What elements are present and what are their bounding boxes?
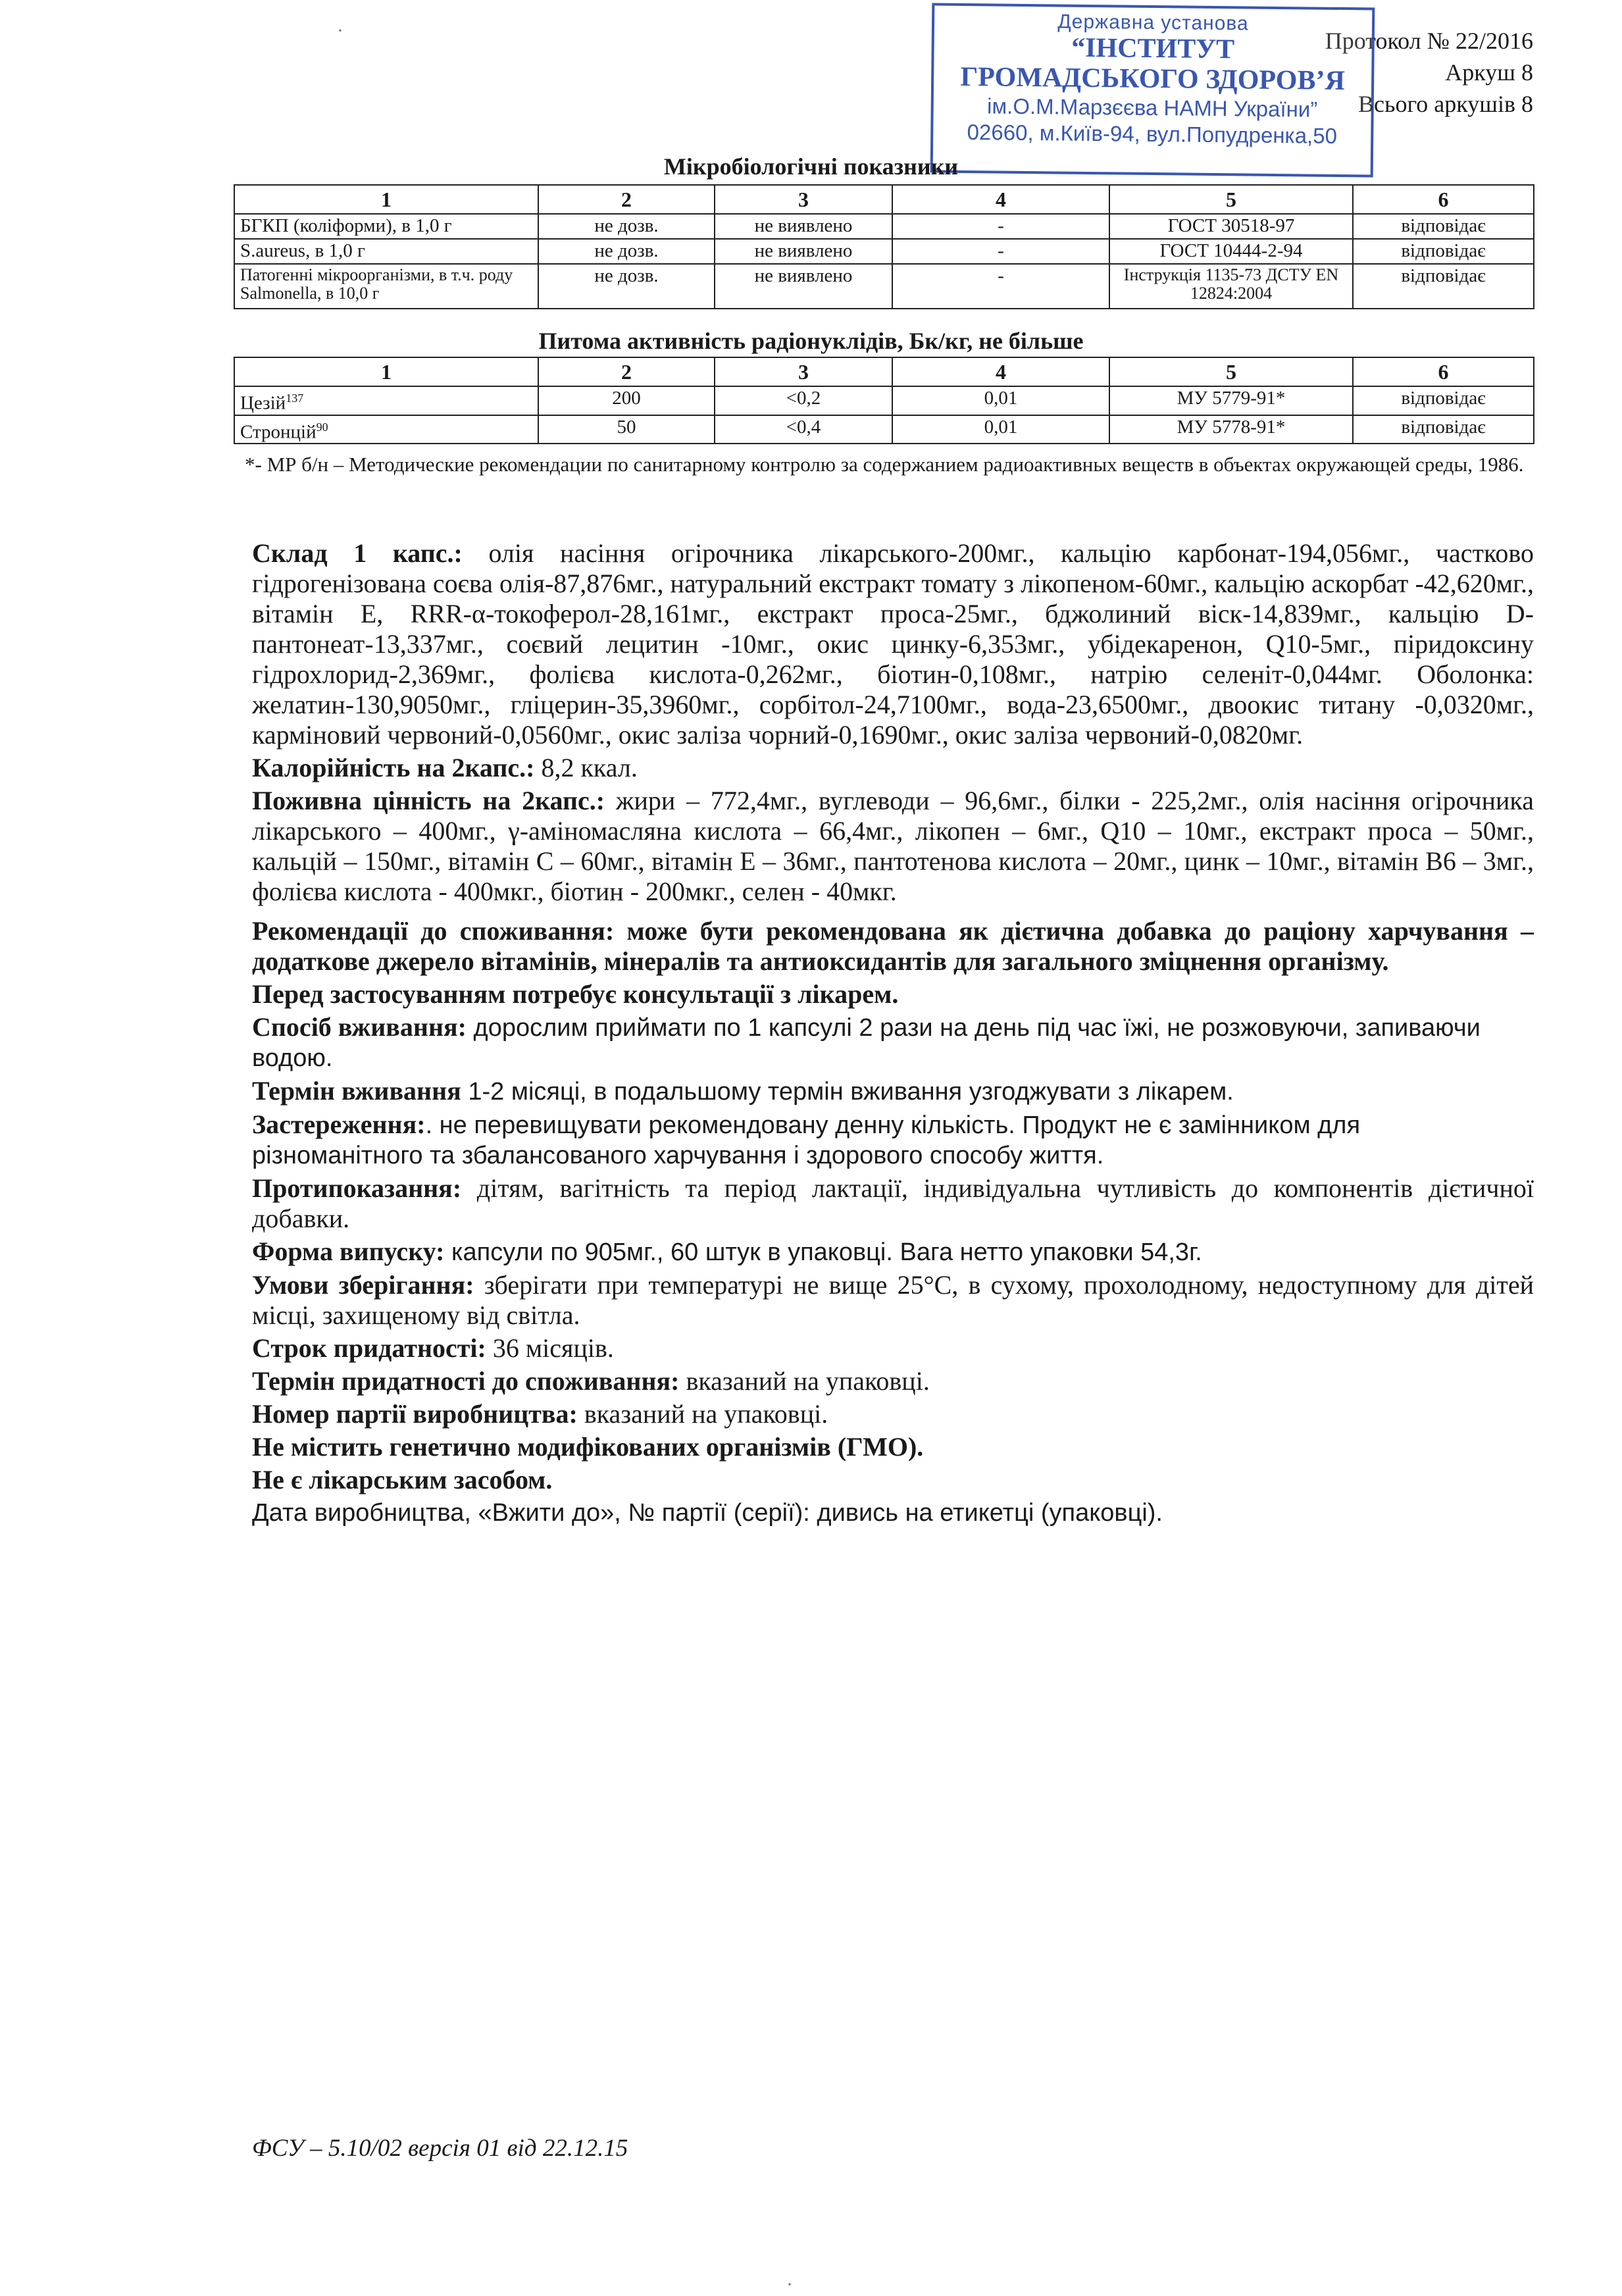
radio-header-cell: 5 bbox=[1109, 357, 1353, 386]
micro-header-cell: 5 bbox=[1109, 185, 1353, 214]
nuclide-isotope: 137 bbox=[286, 392, 304, 405]
table-cell: відповідає bbox=[1353, 415, 1534, 444]
scan-dot: · bbox=[786, 2274, 793, 2295]
table-cell: не дозв. bbox=[538, 214, 715, 239]
micro-table bbox=[234, 184, 1534, 309]
total-sheets: Всього аркушів 8 bbox=[1358, 91, 1533, 117]
stamp-line-0: Державна установа bbox=[1057, 11, 1249, 35]
table-cell: - bbox=[892, 239, 1109, 264]
usage-text: дорослим приймати по 1 капсулі 2 рази на день під час їжі, не розжовуючи, запиваючи водою. bbox=[252, 1014, 1481, 1072]
recommend-text: може бути рекомендована як дієтична добавка до раціону харчування – додаткове джерело вітамінів, мінералів та антиоксидантів для загального зміцнення організму. bbox=[252, 916, 1534, 976]
final-date-text: Дата виробництва, «Вжити до», № партії (серії): дивись на етикетці (упаковці). bbox=[252, 1499, 1163, 1527]
table-cell bbox=[234, 415, 538, 444]
batch-text: вказаний на упаковці. bbox=[577, 1399, 828, 1429]
batch-label: Номер партії виробництва: bbox=[252, 1399, 578, 1429]
stamp-line-1: “ІНСТИТУТ bbox=[1071, 32, 1235, 65]
contra-paragraph bbox=[252, 1173, 1534, 1234]
contra-label: Протипоказання: bbox=[252, 1173, 462, 1203]
table-cell: S.aureus, в 1,0 г bbox=[234, 239, 538, 264]
table-cell: 0,01 bbox=[892, 415, 1109, 444]
calories-paragraph bbox=[252, 753, 1534, 783]
micro-header-cell: 1 bbox=[234, 185, 538, 214]
institute-stamp bbox=[930, 3, 1375, 177]
warning-text: . не перевищувати рекомендовану денну кількість. Продукт не є замінником для різноманітного та збалансованого харчування і здорового способу життя. bbox=[252, 1111, 1361, 1169]
table-cell: МУ 5778-91* bbox=[1109, 415, 1353, 444]
storage-text: зберігати при температурі не вище 25°С, в сухому, прохолодному, недоступному для дітей місці, захищеному від світла. bbox=[252, 1270, 1534, 1330]
scan-dot: · bbox=[337, 20, 343, 41]
table-row bbox=[234, 386, 1534, 415]
expiry-label: Термін придатності до споживання: bbox=[252, 1366, 680, 1396]
usage-paragraph bbox=[252, 1012, 1534, 1073]
radio-header-cell: 2 bbox=[538, 357, 715, 386]
nuclide-name: Стронцій bbox=[240, 421, 317, 443]
table-cell: 50 bbox=[538, 415, 715, 444]
radio-header-cell: 1 bbox=[234, 357, 538, 386]
table-cell: 0,01 bbox=[892, 386, 1109, 415]
term-label: Термін вживання bbox=[252, 1076, 461, 1106]
notdrug-text: Не є лікарським засобом. bbox=[252, 1465, 553, 1494]
table-cell: Інструкція 1135-73 ДСТУ EN 12824:2004 bbox=[1109, 264, 1353, 309]
nuclide-isotope: 90 bbox=[316, 420, 328, 434]
recommend-label: Рекомендації до споживання: bbox=[252, 916, 615, 946]
nutrition-paragraph bbox=[252, 786, 1534, 907]
table-cell: Патогенні мікроорганізми, в т.ч. роду Salmonella, в 10,0 г bbox=[234, 264, 538, 309]
calories-text: 8,2 ккал. bbox=[534, 753, 638, 782]
micro-header-cell: 3 bbox=[715, 185, 892, 214]
table-cell: 200 bbox=[538, 386, 715, 415]
table-cell: не виявлено bbox=[715, 239, 892, 264]
table-row bbox=[234, 415, 1534, 444]
composition-paragraph bbox=[252, 538, 1534, 750]
stamp-line-2: ГРОМАДСЬКОГО ЗДОРОВ’Я bbox=[960, 61, 1346, 97]
consult-paragraph bbox=[252, 979, 1534, 1009]
micro-header-cell: 4 bbox=[892, 185, 1109, 214]
radio-title: Питома активність радіонуклідів, Бк/кг, не більше bbox=[538, 328, 1084, 354]
nutrition-label: Поживна цінність на 2капс.: bbox=[252, 786, 605, 815]
gmo-text: Не містить генетично модифікованих організмів (ГМО). bbox=[252, 1432, 924, 1462]
recommend-paragraph bbox=[252, 916, 1534, 977]
micro-header-cell: 6 bbox=[1353, 185, 1534, 214]
form-text: капсули по 905мг., 60 штук в упаковці. Вага нетто упаковки 54,3г. bbox=[444, 1238, 1202, 1266]
table-cell: - bbox=[892, 214, 1109, 239]
table-cell: відповідає bbox=[1353, 214, 1534, 239]
radio-header-cell: 6 bbox=[1353, 357, 1534, 386]
table-cell: МУ 5779-91* bbox=[1109, 386, 1353, 415]
radio-table bbox=[234, 357, 1534, 444]
composition-label: Склад 1 капс.: bbox=[252, 538, 463, 568]
table-cell: не виявлено bbox=[715, 214, 892, 239]
radio-header-row bbox=[234, 357, 1534, 386]
contra-text: дітям, вагітність та період лактації, індивідуальна чутливість до компонентів дієтичної добавки. bbox=[252, 1173, 1534, 1233]
table-cell: відповідає bbox=[1353, 239, 1534, 264]
term-paragraph bbox=[252, 1076, 1534, 1107]
term-text: 1-2 місяці, в подальшому термін вживання узгоджувати з лікарем. bbox=[461, 1078, 1234, 1106]
table-cell: відповідає bbox=[1353, 386, 1534, 415]
micro-header-cell: 2 bbox=[538, 185, 715, 214]
stamp-line-3: ім.О.М.Марзєєва НАМН України” bbox=[986, 93, 1318, 122]
stamp-line-4: 02660, м.Київ-94, вул.Попудренка,50 bbox=[967, 120, 1338, 148]
final-date-paragraph bbox=[252, 1498, 1534, 1528]
notdrug-paragraph bbox=[252, 1465, 1534, 1495]
radio-header-cell: 4 bbox=[892, 357, 1109, 386]
protocol-number: Протокол № 22/2016 bbox=[1325, 28, 1533, 54]
table-cell: ГОСТ 30518-97 bbox=[1109, 214, 1353, 239]
nuclide-name: Цезій bbox=[240, 392, 286, 414]
warning-label: Застереження: bbox=[252, 1110, 426, 1139]
expiry-text: вказаний на упаковці. bbox=[679, 1366, 930, 1396]
calories-label: Калорійність на 2капс.: bbox=[252, 753, 535, 782]
table-cell: відповідає bbox=[1353, 264, 1534, 309]
shelf-label: Строк придатності: bbox=[252, 1333, 486, 1363]
table-cell: <0,4 bbox=[715, 415, 892, 444]
table-cell bbox=[234, 386, 538, 415]
document-footer: ФСУ – 5.10/02 версія 01 від 22.12.15 bbox=[252, 2135, 628, 2162]
table-cell: <0,2 bbox=[715, 386, 892, 415]
table-cell: БГКП (коліформи), в 1,0 г bbox=[234, 214, 538, 239]
form-paragraph bbox=[252, 1237, 1534, 1267]
footnote: *- МР б/н – Методические рекомендации по санитарному контролю за содержанием радиоактивных веществ в объектах окружающей среды, 1986. bbox=[245, 453, 1524, 476]
table-cell: не дозв. bbox=[538, 239, 715, 264]
shelf-paragraph bbox=[252, 1333, 1534, 1364]
batch-paragraph bbox=[252, 1399, 1534, 1429]
usage-label: Спосіб вживання: bbox=[252, 1012, 467, 1042]
shelf-text: 36 місяців. bbox=[486, 1333, 614, 1363]
table-cell: не дозв. bbox=[538, 264, 715, 309]
storage-paragraph bbox=[252, 1270, 1534, 1331]
expiry-paragraph bbox=[252, 1366, 1534, 1396]
table-row bbox=[234, 264, 1534, 309]
micro-header-row bbox=[234, 185, 1534, 214]
product-description bbox=[252, 538, 1534, 1531]
table-row bbox=[234, 239, 1534, 264]
micro-title: Мікробіологічні показники bbox=[663, 153, 959, 180]
sheet-number: Аркуш 8 bbox=[1445, 59, 1533, 86]
nutrition-text: жири – 772,4мг., вуглеводи – 96,6мг., білки - 225,2мг., олія насіння огірочника лікарського – 400мг., γ-аміномасляна кислота – 66,4мг., лікопен – 6мг., Q10 – 10мг., екстракт проса – 50мг., кальцій – 150мг., вітамін С – 60мг., вітамін Е – 36мг., пантотенова кислота – 20мг., цинк – 10мг., вітамін В6 – 3мг., фолієва кислота - 400мкг., біотин - 200мкг., селен - 40мкг. bbox=[252, 786, 1534, 906]
radio-header-cell: 3 bbox=[715, 357, 892, 386]
table-cell: ГОСТ 10444-2-94 bbox=[1109, 239, 1353, 264]
storage-label: Умови зберігання: bbox=[252, 1270, 474, 1300]
consult-text: Перед застосуванням потребує консультації з лікарем. bbox=[252, 979, 899, 1009]
table-cell: не виявлено bbox=[715, 264, 892, 309]
form-label: Форма випуску: bbox=[252, 1237, 445, 1266]
table-row bbox=[234, 214, 1534, 239]
table-cell: - bbox=[892, 264, 1109, 309]
warning-paragraph bbox=[252, 1110, 1534, 1171]
composition-text: олія насіння огірочника лікарського-200мг., кальцію карбонат-194,056мг., частково гідрогенізована соєва олія-87,876мг., натуральний екстракт томату з лікопеном-60мг., кальцію аскорбат -42,620мг., вітамін E, RRR-α-токоферол-28,161мг., екстракт проса-25мг., бджолиний віск-14,839мг., кальцію D-пантонеат-13,337мг., соєвий лецитин -10мг., окис цинку-6,353мг., убідекаренон, Q10-5мг., піридоксину гідрохлорид-2,369мг., фолієва кислота-0,262мг., біотин-0,108мг., натрію селеніт-0,044мг. Оболонка: желатин-130,9050мг., гліцерин-35,3960мг., сорбітол-24,7100мг., вода-23,6500мг., двоокис титану -0,0320мг., карміновий червоний-0,0560мг., окис заліза чорний-0,1690мг., окис заліза червоний-0,0820мг. bbox=[252, 538, 1534, 750]
gmo-paragraph bbox=[252, 1432, 1534, 1462]
